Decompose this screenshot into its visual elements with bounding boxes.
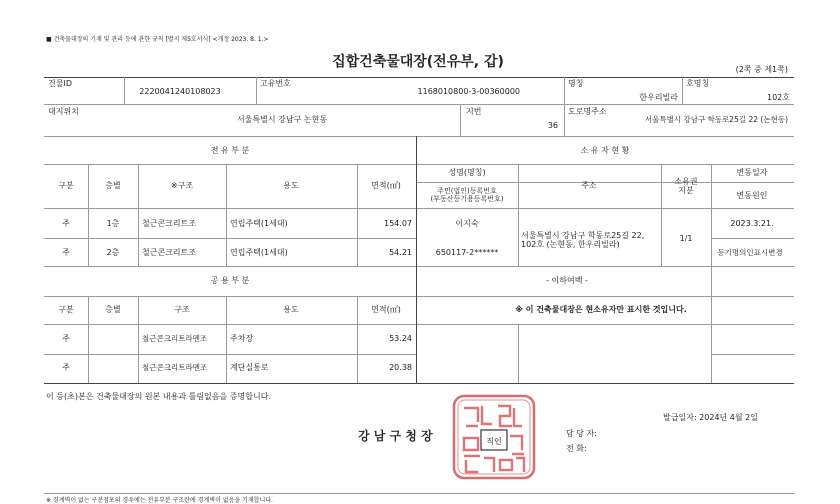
grid-line [460, 104, 461, 136]
column-header-area: 면적(㎡) [371, 181, 401, 190]
issuing-office: 강 남 구 청 장 [358, 429, 433, 443]
owner-address-header: 주소 [581, 181, 597, 190]
blank-note: - 이하여백 - [546, 276, 588, 285]
phone-label: 전 화: [566, 444, 587, 453]
officer-label: 담 당 자: [566, 429, 597, 438]
grid-line [226, 296, 227, 383]
owner-section-title: 소 유 자 현 황 [580, 146, 630, 155]
law-reference: ■ 건축물대장의 기재 및 관리 등에 관한 규칙 [별지 제5호서식] <개정 2023. 8. 1.> [46, 36, 269, 43]
footnote: ※ 경계벽이 없는 구분점포의 경우에는 전유부분 구조란에 경계벽이 없음을 기재합니다. [46, 497, 273, 504]
footer-divider [44, 493, 794, 494]
table-row-cell: 주 [62, 363, 70, 372]
ho-label: 호명칭 [686, 79, 710, 88]
grid-line [518, 324, 519, 383]
column-header-floor: 층별 [105, 181, 121, 190]
unique-no-label: 고유번호 [260, 79, 291, 88]
grid-line [44, 296, 794, 297]
change-cause-header: 변동원인 [736, 191, 768, 200]
road-address-value: 서울특별시 강남구 학동로25길 22 (논현동) [644, 115, 788, 124]
grid-line [711, 164, 712, 383]
name-label: 명칭 [568, 79, 584, 88]
current-owner-notice: ※ 이 건축물대장은 현소유자만 표시한 것입니다. [515, 305, 687, 314]
grid-line [44, 324, 794, 325]
grid-line [711, 238, 794, 239]
grid-line [124, 77, 125, 104]
table-row-cell: 1층 [106, 219, 120, 228]
building-name-value: 한우리빌라 [639, 93, 678, 102]
column-header-use: 용도 [283, 181, 299, 190]
grid-line [682, 77, 683, 104]
grid-line [661, 164, 662, 266]
table-row-cell: 154.07 [384, 219, 412, 228]
lot-value: 36 [547, 121, 558, 130]
owner-name: 이지숙 [455, 219, 479, 228]
table-row-cell: 철근콘크리트라멘조 [142, 334, 208, 343]
table-row-cell: 연립주택(1세대) [230, 248, 288, 257]
page-info: (2쪽 중 제1쪽) [735, 65, 788, 74]
issue-date: 발급일자: 2024년 4월 2일 [663, 413, 758, 422]
table-row-cell: 주차장 [230, 334, 254, 343]
owner-share-header: 소유권 지분 [674, 177, 698, 195]
column-header-use: 용도 [283, 305, 299, 314]
lot-label: 지번 [466, 107, 482, 116]
table-row-cell: 2층 [106, 248, 120, 257]
grid-line [138, 164, 139, 266]
ho-value: 102호 [767, 93, 790, 102]
owner-id-header: 주민(법인)등록번호 (부동산등기용등록번호) [430, 187, 504, 204]
table-row-cell: 53.24 [389, 334, 412, 343]
owner-id-number: 650117-2****** [435, 248, 499, 257]
table-row-cell: 철근콘크리트라멘조 [142, 363, 208, 372]
road-address-label: 도로명주소 [568, 107, 607, 116]
column-header-floor: 층별 [105, 305, 121, 314]
table-row-cell: 계단실통로 [230, 363, 269, 372]
column-header-area: 면적(㎡) [371, 305, 401, 314]
grid-line [44, 238, 416, 239]
owner-address: 서울특별시 강남구 학동로25길 22, 102호 (논현동, 한우리빌라) [521, 231, 645, 250]
building-id-label: 건물ID [48, 79, 72, 88]
grid-line [44, 136, 794, 137]
table-row-cell: 연립주택(1세대) [230, 219, 288, 228]
site-value: 서울특별시 강남구 논현동 [236, 115, 328, 124]
grid-line [44, 354, 416, 355]
grid-line [256, 77, 257, 104]
certification-text: 이 등(초)본은 건축물대장의 원본 내용과 틀림없음을 증명합니다. [46, 392, 271, 401]
official-seal [452, 394, 536, 480]
grid-line [44, 164, 794, 165]
seal-inner-label: 직인 [486, 437, 502, 446]
table-row-cell: 20.38 [389, 363, 412, 372]
table-row-cell: 주 [62, 248, 70, 257]
grid-line [518, 164, 519, 266]
column-header-structure: ※구조 [170, 181, 194, 190]
column-header-type: 구분 [58, 305, 74, 314]
grid-line [564, 77, 565, 136]
grid-line [138, 296, 139, 383]
owner-share: 1/1 [679, 234, 693, 243]
table-row-cell: 주 [62, 219, 70, 228]
column-header-structure: 구조 [174, 305, 190, 314]
page-title: 집합건축물대장(전유부, 갑) [332, 54, 504, 70]
column-header-type: 구분 [58, 181, 74, 190]
grid-line [44, 208, 794, 209]
owner-name-header: 성명(명칭) [448, 168, 486, 177]
grid-line [226, 164, 227, 266]
grid-line [88, 164, 89, 266]
grid-line [357, 296, 358, 383]
building-id-value: 2220041240108023 [139, 87, 221, 96]
grid-line [357, 164, 358, 266]
change-date: 2023.3.21. [730, 219, 774, 228]
change-date-header: 변동일자 [736, 168, 768, 177]
site-label: 대지위치 [48, 107, 79, 116]
table-row-cell: 철근콘크리트조 [142, 248, 197, 257]
table-row-cell: 철근콘크리트조 [142, 219, 197, 228]
common-section-title: 공 용 부 분 [210, 276, 250, 285]
table-row-cell: 주 [62, 334, 70, 343]
grid-line [44, 266, 794, 267]
grid-line [88, 296, 89, 383]
table-bottom-border [44, 383, 794, 384]
change-cause: 등기명의인표시변경 [717, 248, 783, 257]
grid-line [711, 354, 794, 355]
grid-line [416, 136, 417, 383]
grid-line [711, 182, 794, 183]
unique-no-value: 1168010800-3-00360000 [417, 87, 520, 96]
grid-line [44, 104, 794, 105]
exclusive-section-title: 전 유 부 분 [210, 146, 250, 155]
table-row-cell: 54.21 [389, 248, 412, 257]
